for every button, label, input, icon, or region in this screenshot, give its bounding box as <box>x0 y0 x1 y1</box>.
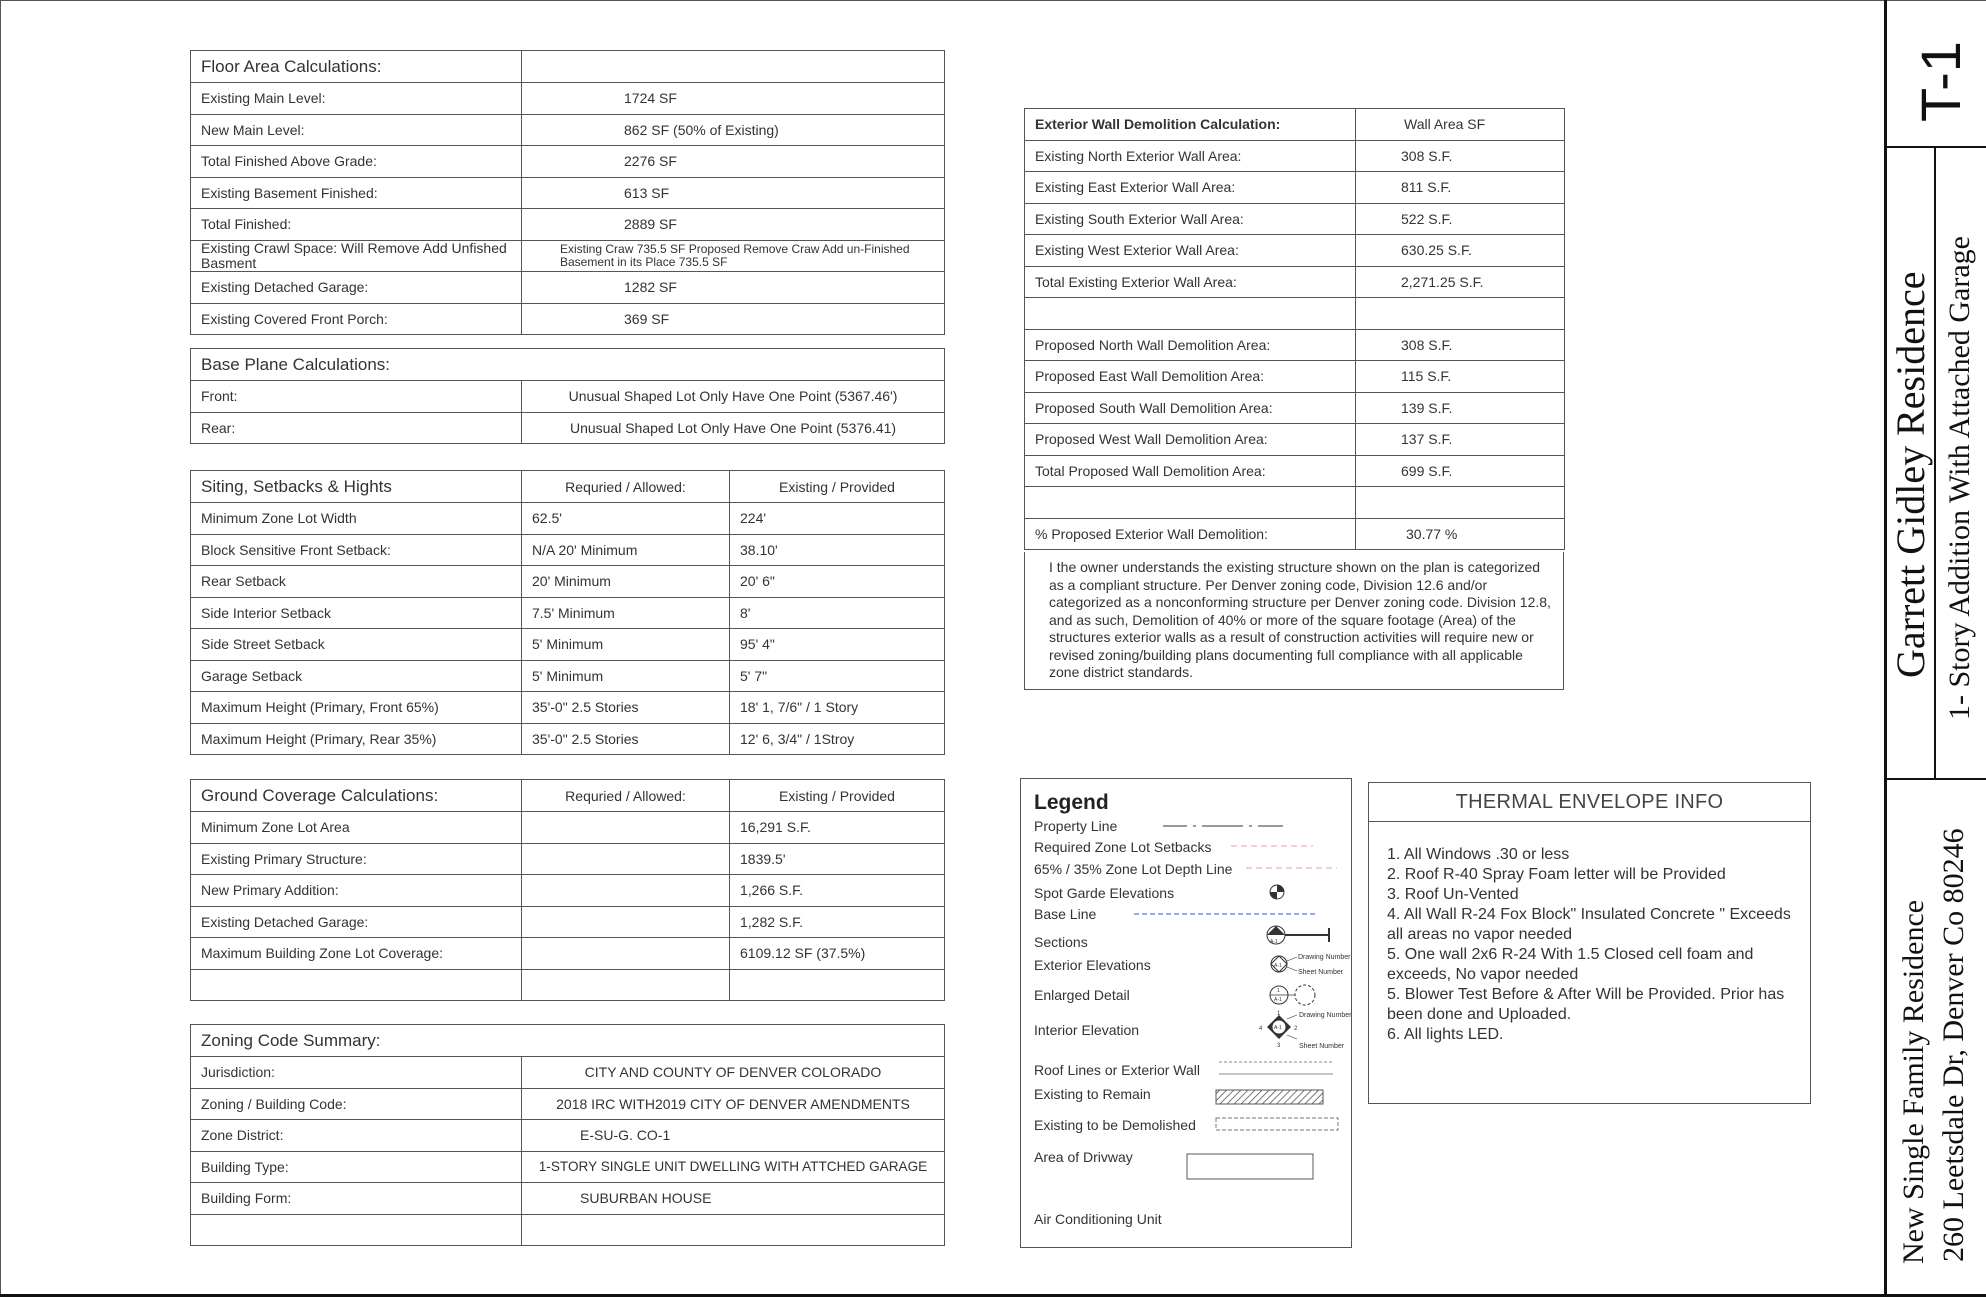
thermal-note: 5. One wall 2x6 R-24 With 1.5 Closed cell foam and exceeds, No vapor needed <box>1387 946 1754 983</box>
table-row: Existing South Exterior Wall Area: 522 S.F. <box>1025 203 1565 235</box>
table-row: Proposed East Wall Demolition Area: 115 S.F. <box>1025 361 1565 393</box>
table-row: Block Sensitive Front Setback: N/A 20' Minimum 38.10' <box>191 534 945 566</box>
legend-item: Property Line <box>1034 818 1118 834</box>
svg-text:4: 4 <box>1259 1026 1263 1032</box>
svg-text:A-1: A-1 <box>1270 939 1278 945</box>
svg-text:2: 2 <box>1294 1026 1298 1032</box>
sheet-number: T-1 <box>1909 41 1972 122</box>
table-row: % Proposed Exterior Wall Demolition: 30.77 % <box>1025 518 1565 550</box>
table-row: Total Finished Above Grade: 2276 SF <box>191 146 945 178</box>
table-title: Zoning Code Summary: <box>191 1025 945 1057</box>
base-plane-table <box>190 348 945 444</box>
table-row: Proposed West Wall Demolition Area: 137 S.F. <box>1025 424 1565 456</box>
table-row: Proposed South Wall Demolition Area: 139 S.F. <box>1025 392 1565 424</box>
legend-item: Base Line <box>1034 906 1097 922</box>
table-row: Existing Basement Finished: 613 SF <box>191 177 945 209</box>
sheet-border-top <box>0 0 1986 1</box>
thermal-note: 2. Roof R-40 Spray Foam letter will be Provided <box>1387 866 1726 883</box>
table-row: Existing Detached Garage: 1,282 S.F. <box>191 906 945 938</box>
table-header-row <box>191 51 945 83</box>
table-row: Rear Setback 20' Minimum 20' 6" <box>191 566 945 598</box>
legend-title: Legend <box>1034 791 1109 814</box>
title-block-divider <box>1884 778 1986 780</box>
table-row: Front: Unusual Shaped Lot Only Have One Point (5367.46') <box>191 381 945 413</box>
svg-text:3: 3 <box>1277 1043 1281 1049</box>
table-row: Side Interior Setback 7.5' Minimum 8' <box>191 597 945 629</box>
table-header-row <box>191 471 945 503</box>
column-header: Requried / Allowed: <box>522 471 730 503</box>
table-row: Rear: Unusual Shaped Lot Only Have One Point (5376.41) <box>191 412 945 444</box>
table-title: Base Plane Calculations: <box>191 349 945 381</box>
demolition-note: I the owner understands the existing structure shown on the plan is categorized as a compliant structure. Per Denver zoning code, Division 12.6 and/or categorized as a nonconforming structure per Denver zoning code. Division 12.8, and as such, Demolition of 40% or more of the square footage (Area) of the structures exterior walls as a result of construction activities will require new or revised zoning/building plans documenting full compliance with all applicable zone district standards. <box>1024 552 1564 690</box>
table-row <box>1025 487 1565 519</box>
thermal-notes <box>1387 845 1802 1045</box>
legend-item: Interior Elevation <box>1034 1022 1140 1038</box>
column-header: Existing / Provided <box>730 780 945 812</box>
table-header-row <box>191 780 945 812</box>
wall-demolition-table <box>1024 108 1565 550</box>
svg-text:A-1: A-1 <box>1274 1025 1282 1031</box>
table-row: Minimum Zone Lot Width 62.5' 224' <box>191 503 945 535</box>
legend-item: Exterior Elevations <box>1034 957 1151 973</box>
table-row: Existing West Exterior Wall Area: 630.25 S.F. <box>1025 235 1565 267</box>
table-row: Building Form: SUBURBAN HOUSE <box>191 1183 945 1215</box>
svg-text:A-1: A-1 <box>1274 997 1282 1003</box>
legend-item: Area of Drivway <box>1034 1149 1133 1165</box>
svg-text:Sheet Number: Sheet Number <box>1298 969 1344 976</box>
project-subtitle: 1- Story Addition With Attached Garage <box>1943 236 1976 720</box>
driveway-swatch <box>1187 1154 1313 1179</box>
column-header: Requried / Allowed: <box>522 780 730 812</box>
svg-text:Sheet Number: Sheet Number <box>1299 1043 1345 1050</box>
table-row <box>1025 298 1565 330</box>
svg-text:1: 1 <box>1277 1011 1281 1017</box>
table-row: Garage Setback 5' Minimum 5' 7" <box>191 660 945 692</box>
table-row: Zone District: E-SU-G. CO-1 <box>191 1120 945 1152</box>
column-header: Wall Area SF <box>1356 109 1565 141</box>
table-row: Total Existing Exterior Wall Area: 2,271.25 S.F. <box>1025 266 1565 298</box>
section-marker-icon <box>1267 926 1329 945</box>
table-row: Building Type: 1-STORY SINGLE UNIT DWELLING WITH ATTCHED GARAGE <box>191 1151 945 1183</box>
project-address: 260 Leetsdale Dr, Denver Co 80246 <box>1937 828 1970 1262</box>
table-row: Maximum Height (Primary, Rear 35%) 35'-0" 2.5 Stories 12' 6, 3/4" / 1Stroy <box>191 723 945 755</box>
thermal-title: THERMAL ENVELOPE INFO <box>1455 791 1724 813</box>
legend-item: Roof Lines or Exterior Wall <box>1034 1062 1200 1078</box>
table-row: Jurisdiction: CITY AND COUNTY OF DENVER COLORADO <box>191 1057 945 1089</box>
table-row: Total Proposed Wall Demolition Area: 699 S.F. <box>1025 455 1565 487</box>
table-row: New Main Level: 862 SF (50% of Existing) <box>191 114 945 146</box>
zoning-summary-table <box>190 1024 945 1246</box>
table-header-row <box>1025 109 1565 141</box>
table-row: Existing North Exterior Wall Area: 308 S.F. <box>1025 140 1565 172</box>
thermal-note: 3. Roof Un-Vented <box>1387 886 1519 903</box>
table-row: Existing East Exterior Wall Area: 811 S.F. <box>1025 172 1565 204</box>
legend-item: Sections <box>1034 934 1088 950</box>
table-title: Floor Area Calculations: <box>191 51 522 83</box>
existing-to-remain-swatch <box>1216 1090 1323 1104</box>
legend-symbols <box>1021 779 1353 1249</box>
table-row: Side Street Setback 5' Minimum 95' 4" <box>191 629 945 661</box>
thermal-title-divider <box>1369 821 1810 822</box>
table-row: Maximum Building Zone Lot Coverage: 6109.12 SF (37.5%) <box>191 938 945 970</box>
legend-item: Existing to be Demolished <box>1034 1117 1196 1133</box>
svg-text:1: 1 <box>1277 988 1280 994</box>
svg-text:Drawing Number: Drawing Number <box>1298 954 1351 961</box>
table-row: Existing Primary Structure: 1839.5' <box>191 843 945 875</box>
table-row: Total Finished: 2889 SF <box>191 209 945 241</box>
table-title: Siting, Setbacks & Hights <box>191 471 522 503</box>
table-title: Exterior Wall Demolition Calculation: <box>1025 109 1356 141</box>
table-header-row <box>191 1025 945 1057</box>
thermal-envelope-panel <box>1368 782 1811 1104</box>
interior-elevation-icon <box>1259 1011 1352 1050</box>
table-row: Existing Detached Garage: 1282 SF <box>191 272 945 304</box>
project-type: New Single Family Residence <box>1897 899 1930 1264</box>
title-block-divider-vertical <box>1934 146 1936 778</box>
spot-grade-icon <box>1270 885 1284 899</box>
elevation-marker-icon <box>1271 954 1351 976</box>
enlarged-detail-icon <box>1270 985 1315 1005</box>
siting-setbacks-table <box>190 470 945 755</box>
sheet-border-bottom <box>0 1294 1986 1297</box>
table-row: Existing Covered Front Porch: 369 SF <box>191 303 945 335</box>
legend-item: Existing to Remain <box>1034 1086 1151 1102</box>
table-row: Proposed North Wall Demolition Area: 308 S.F. <box>1025 329 1565 361</box>
legend-item: Spot Garde Elevations <box>1034 885 1175 901</box>
thermal-note: 1. All Windows .30 or less <box>1387 846 1570 863</box>
table-row <box>191 969 945 1001</box>
thermal-note: 6. All lights LED. <box>1387 1026 1504 1043</box>
thermal-note: 4. All Wall R-24 Fox Block" Insulated Concrete " Exceeds all areas no vapor needed <box>1387 906 1791 943</box>
project-title: Garrett Gidley Residence <box>1888 271 1933 678</box>
legend-item: 65% / 35% Zone Lot Depth Line <box>1034 861 1233 877</box>
table-row: Zoning / Building Code: 2018 IRC WITH2019 CITY OF DENVER AMENDMENTS <box>191 1088 945 1120</box>
legend-item: Required Zone Lot Setbacks <box>1034 839 1212 855</box>
legend-item: Air Conditioning Unit <box>1034 1211 1162 1227</box>
svg-text:A-1: A-1 <box>1274 963 1282 969</box>
thermal-note: 5. Blower Test Before & After Will be Provided. Prior has been done and Uploaded. <box>1387 986 1785 1023</box>
table-row: Maximum Height (Primary, Front 65%) 35'-0" 2.5 Stories 18' 1, 7/6" / 1 Story <box>191 692 945 724</box>
ground-coverage-table <box>190 779 945 1001</box>
roof-line-symbol <box>1219 1062 1333 1074</box>
floor-area-table <box>190 50 945 335</box>
legend-panel <box>1020 778 1352 1248</box>
existing-demolished-swatch <box>1216 1118 1338 1130</box>
table-row: Existing Main Level: 1724 SF <box>191 83 945 115</box>
table-row <box>191 1214 945 1246</box>
table-row: Existing Crawl Space: Will Remove Add Unfished Basment Existing Craw 735.5 SF Proposed Remove Craw Add un-Finished Basement in its Place 735.5 SF <box>191 240 945 272</box>
sheet-border-left <box>0 0 1 1297</box>
legend-item: Enlarged Detail <box>1034 987 1130 1003</box>
table-row: Minimum Zone Lot Area 16,291 S.F. <box>191 812 945 844</box>
column-header: Existing / Provided <box>730 471 945 503</box>
table-row: New Primary Addition: 1,266 S.F. <box>191 875 945 907</box>
table-header-row <box>191 349 945 381</box>
table-title: Ground Coverage Calculations: <box>191 780 522 812</box>
svg-text:Drawing Number: Drawing Number <box>1299 1012 1352 1019</box>
